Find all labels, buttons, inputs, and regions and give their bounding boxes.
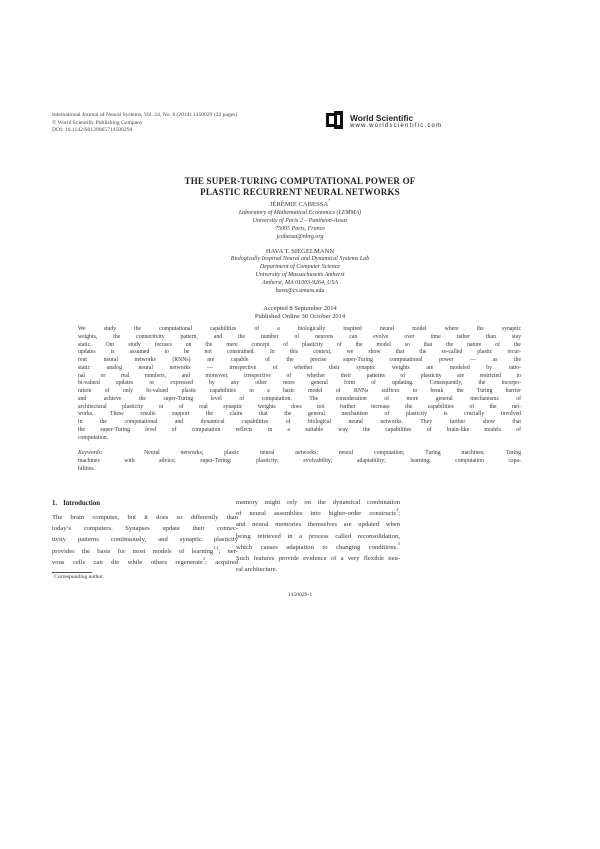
abstract-line: static analog neural networks — irrespective of whether their synaptic weights are modeled by ratio-: [78, 364, 521, 371]
body-line: Such features provide evidence of a very flexible neu-: [236, 555, 400, 563]
body-line: today’s computers. Synapses update their connec-: [52, 525, 238, 533]
publication-dates: [60, 305, 540, 321]
abstract-line: in the computational and dynamical capabilities of biological neural networks. They further show that: [78, 419, 521, 425]
body-line: of neural assemblies into higher-order constructs$^4$;: [236, 507, 400, 518]
author-affiliation: [60, 210, 540, 242]
page-number: 1450029-1: [287, 592, 313, 598]
abstract-line: nal or real numbers, and moreover, irrespective of whether their patterns of plasticity are restricted to: [78, 372, 521, 379]
body-line: memory might rely on the dynamical combination: [236, 499, 400, 506]
abstract-line: bi-valued updates or expressed by any other more general form of updating. Consequently, the incorpo-: [78, 380, 521, 387]
section-number: 1.: [52, 500, 58, 507]
keywords-text: Neural networks; plastic neural networks; neural computation; Turing machines; Turing: [144, 450, 521, 456]
world-scientific-logo-icon: [326, 111, 346, 129]
keywords-line: machines with advice; super-Turing; plasticity; evolvability; adaptability; learning; computation capa-: [78, 457, 521, 464]
section-title: Introduction: [63, 500, 100, 507]
keywords-label: Keywords: [78, 450, 101, 456]
body-column-right: [236, 497, 400, 575]
abstract-line: the super-Turing level of computation reflects in a suitable way the capabilities of brain-like models of: [78, 426, 521, 433]
journal-doi: DOI: 10.1142/S0129065714500294: [52, 127, 133, 134]
paper-title: [60, 176, 540, 197]
body-line: ral architecture.: [236, 566, 278, 574]
body-line: and neural memories themselves are updated when: [236, 521, 400, 529]
citation-ref: 1,2: [213, 544, 219, 550]
journal-header: [52, 112, 312, 135]
section-heading: [52, 500, 100, 507]
abstract-line: works. These results support the claim that the general mechanism of plasticity is crucially involved: [78, 411, 521, 418]
abstract-line: weights, the connectivity pattern, and the number of neurons can evolve over time rather than stay: [78, 333, 521, 340]
affiliation-line: University of Massachusetts Amherst: [255, 271, 345, 278]
keywords-line: bilities.: [78, 465, 96, 472]
accepted-date: Accepted 8 September 2014: [263, 305, 337, 312]
title-line: THE SUPER-TURING COMPUTATIONAL POWER OF: [184, 176, 416, 186]
citation-ref: 3: [202, 556, 205, 562]
abstract-line: computation.: [78, 434, 109, 441]
journal-copyright: © World Scientific Publishing Company: [52, 119, 143, 126]
footnote-text: Corresponding author.: [54, 574, 105, 580]
publisher-logo: [326, 111, 456, 133]
affiliation-line: Department of Computer Science: [259, 263, 341, 270]
author-name: HAVA T. SIEGELMANN: [265, 248, 335, 255]
author-email: jcabessa@nhrg.org: [276, 233, 324, 240]
affiliation-line: University of Paris 2 – Panthéon-Assas: [252, 217, 348, 224]
citation-ref: 5: [397, 541, 400, 547]
journal-citation: International Journal of Neural Systems, Vol. 24, No. 8 (2014) 1450029 (22 pages): [52, 112, 238, 118]
keywords-line: Keywords: Neural networks; plastic neural networks; neural computation; Turing machines; Turing: [78, 450, 521, 456]
body-line: vous cells can die while others regenerate$^3$; acquired: [52, 556, 238, 566]
footnote-marker: *: [52, 570, 55, 576]
title-line: PLASTIC RECURRENT NEURAL NETWORKS: [200, 186, 400, 197]
citation-ref: 4: [396, 507, 399, 513]
abstract-line: rent neural networks (RNNs) are capable of the precise super-Turing computational power — as the: [78, 357, 521, 363]
abstract-line: static. Our study focuses on the mere concept of plasticity of the model so that the nature of the: [78, 341, 521, 348]
footnote: [52, 570, 105, 580]
body-line: which causes adaptation to changing conditions.$^5$: [236, 541, 400, 551]
abstract-line: updates is assumed to be not constrained. In this context, we show that the so-called plastic recur-: [78, 349, 521, 356]
abstract-line: architectural plasticity or of real synaptic weights does not further increase the capabilities of the net-: [78, 403, 521, 410]
body-column-left: [52, 512, 238, 568]
publisher-name: World Scientific: [350, 113, 414, 123]
author-name: JÉRÉMIE CABESSA*: [269, 198, 331, 208]
abstract: [78, 326, 521, 442]
body-line: The brain computes, but it does so differently than: [52, 514, 238, 521]
body-line: provides the basis for most models of learning$^{1,2}$; ner-: [52, 544, 238, 555]
body-line: being retrieved in a process called reconsolidation,: [236, 532, 400, 540]
published-date: Published Online 30 October 2014: [254, 313, 346, 320]
author-email: hava@cs.umass.edu: [275, 287, 325, 294]
author-affiliation: [60, 256, 540, 296]
publisher-website: www.worldscientific.com: [350, 123, 443, 129]
body-line: tivity patterns continuously, and synaptic plasticity: [52, 536, 238, 544]
affiliation-line: Biologically Inspired Neural and Dynamical Systems Lab: [230, 256, 370, 262]
affiliation-line: 75005 Paris, France: [275, 225, 325, 232]
affiliation-line: Laboratory of Mathematical Economics (LEMMA): [238, 210, 362, 216]
abstract-line: ration of only bi-valued plastic capabilities in a basic model of RNNs suffices to break the Turing barrier: [78, 388, 521, 394]
affiliation-line: Amherst, MA 01003-9264, USA: [261, 279, 339, 286]
abstract-line: and achieve the super-Turing level of computation. The consideration of more general mechanisms of: [78, 395, 521, 402]
keywords: [78, 450, 521, 473]
footnote-divider: [52, 572, 92, 573]
abstract-line: We study the computational capabilities of a biologically inspired neural model where the synaptic: [78, 326, 521, 332]
